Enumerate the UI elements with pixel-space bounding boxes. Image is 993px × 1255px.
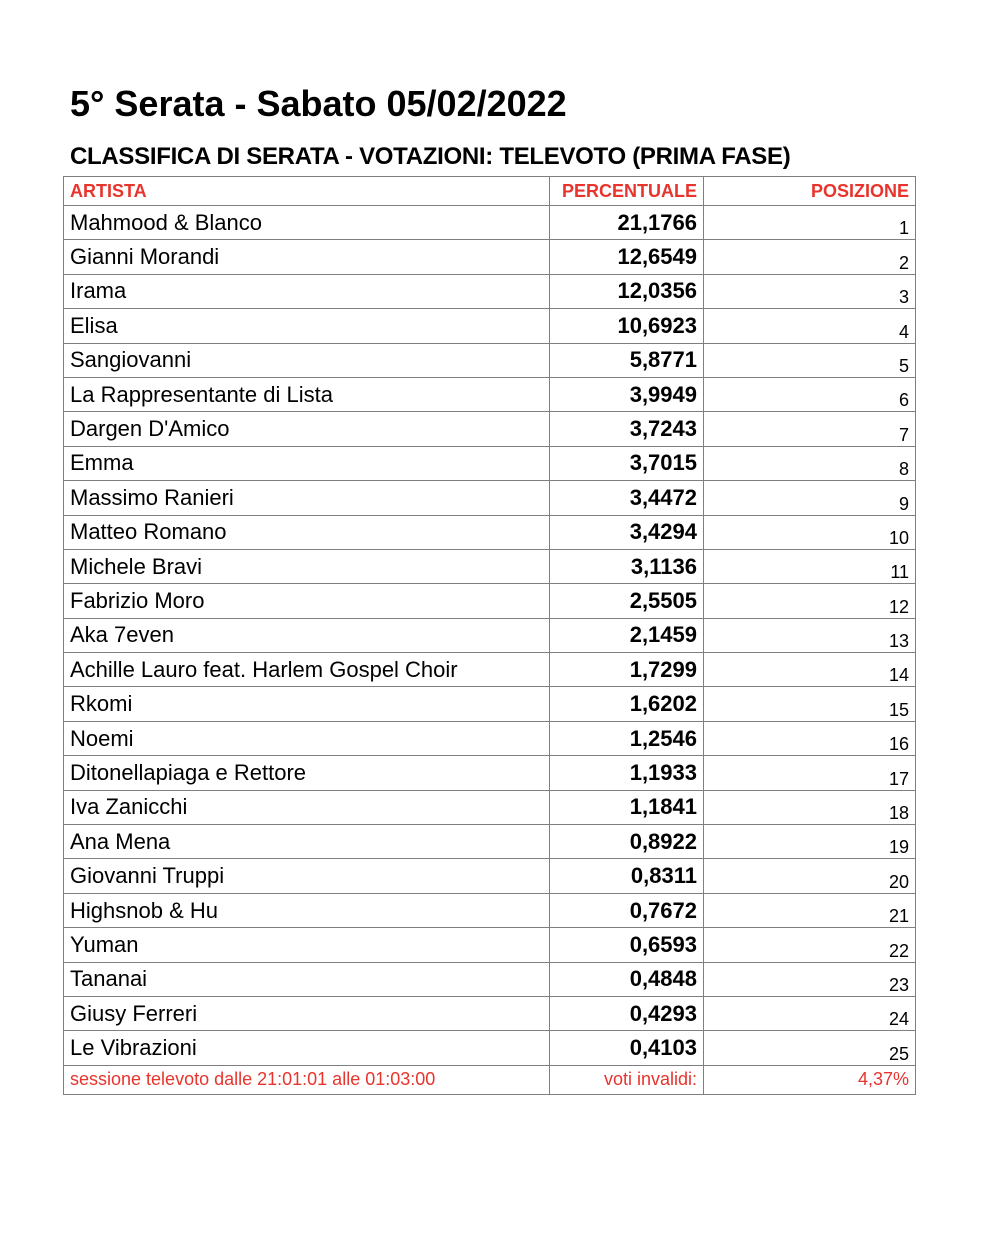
position-cell: 20: [704, 859, 916, 893]
position-cell: 9: [704, 481, 916, 515]
table-row: [64, 549, 916, 583]
percent-cell: 0,4103: [550, 1031, 704, 1065]
artist-cell: Mahmood & Blanco: [64, 206, 550, 240]
table-header-row: [64, 177, 916, 206]
artist-cell: Matteo Romano: [64, 515, 550, 549]
artist-cell: Ditonellapiaga e Rettore: [64, 756, 550, 790]
table-row: [64, 687, 916, 721]
artist-cell: Yuman: [64, 928, 550, 962]
percent-cell: 0,8311: [550, 859, 704, 893]
percent-cell: 3,4472: [550, 481, 704, 515]
position-cell: 17: [704, 756, 916, 790]
table-row: [64, 377, 916, 411]
position-cell: 12: [704, 584, 916, 618]
percent-cell: 3,7015: [550, 446, 704, 480]
table-row: [64, 412, 916, 446]
position-cell: 4: [704, 309, 916, 343]
table-row: [64, 446, 916, 480]
position-cell: 23: [704, 962, 916, 996]
position-cell: 8: [704, 446, 916, 480]
artist-cell: Dargen D'Amico: [64, 412, 550, 446]
table-row: [64, 825, 916, 859]
percent-cell: 1,6202: [550, 687, 704, 721]
position-cell: 15: [704, 687, 916, 721]
table-row: [64, 274, 916, 308]
page-title: 5° Serata - Sabato 05/02/2022: [70, 83, 567, 124]
table-row: [64, 584, 916, 618]
percent-cell: 10,6923: [550, 309, 704, 343]
percent-cell: 1,2546: [550, 721, 704, 755]
table-body: [64, 206, 916, 1066]
position-cell: 6: [704, 377, 916, 411]
percent-cell: 1,1933: [550, 756, 704, 790]
table-row: [64, 343, 916, 377]
artist-cell: Massimo Ranieri: [64, 481, 550, 515]
table-row: [64, 1031, 916, 1065]
table-row: [64, 859, 916, 893]
table-row: [64, 756, 916, 790]
percent-cell: 0,6593: [550, 928, 704, 962]
artist-cell: Gianni Morandi: [64, 240, 550, 274]
table-row: [64, 206, 916, 240]
position-cell: 16: [704, 721, 916, 755]
header-position: POSIZIONE: [704, 177, 916, 206]
percent-cell: 1,7299: [550, 653, 704, 687]
page-subtitle: CLASSIFICA DI SERATA - VOTAZIONI: TELEVOTO (PRIMA FASE): [70, 143, 791, 170]
percent-cell: 0,4848: [550, 962, 704, 996]
artist-cell: Ana Mena: [64, 825, 550, 859]
table-row: [64, 721, 916, 755]
position-cell: 3: [704, 274, 916, 308]
artist-cell: Elisa: [64, 309, 550, 343]
position-cell: 1: [704, 206, 916, 240]
table-row: [64, 962, 916, 996]
table-row: [64, 515, 916, 549]
artist-cell: Le Vibrazioni: [64, 1031, 550, 1065]
artist-cell: Sangiovanni: [64, 343, 550, 377]
header-artist: ARTISTA: [64, 177, 550, 206]
invalid-votes-label: voti invalidi:: [550, 1065, 704, 1094]
percent-cell: 2,1459: [550, 618, 704, 652]
percent-cell: 3,9949: [550, 377, 704, 411]
ranking-table: [63, 176, 916, 1095]
table-row: [64, 996, 916, 1030]
session-note: sessione televoto dalle 21:01:01 alle 01:03:00: [64, 1065, 550, 1094]
invalid-votes-value: 4,37%: [704, 1065, 916, 1094]
artist-cell: Emma: [64, 446, 550, 480]
percent-cell: 5,8771: [550, 343, 704, 377]
percent-cell: 12,6549: [550, 240, 704, 274]
position-cell: 2: [704, 240, 916, 274]
percent-cell: 0,7672: [550, 893, 704, 927]
position-cell: 24: [704, 996, 916, 1030]
table-row: [64, 309, 916, 343]
artist-cell: Fabrizio Moro: [64, 584, 550, 618]
artist-cell: Michele Bravi: [64, 549, 550, 583]
table-footer-row: [64, 1065, 916, 1094]
position-cell: 10: [704, 515, 916, 549]
artist-cell: Achille Lauro feat. Harlem Gospel Choir: [64, 653, 550, 687]
artist-cell: Tananai: [64, 962, 550, 996]
position-cell: 13: [704, 618, 916, 652]
artist-cell: Irama: [64, 274, 550, 308]
position-cell: 18: [704, 790, 916, 824]
percent-cell: 3,1136: [550, 549, 704, 583]
percent-cell: 3,7243: [550, 412, 704, 446]
percent-cell: 2,5505: [550, 584, 704, 618]
position-cell: 7: [704, 412, 916, 446]
artist-cell: Aka 7even: [64, 618, 550, 652]
position-cell: 14: [704, 653, 916, 687]
position-cell: 5: [704, 343, 916, 377]
percent-cell: 3,4294: [550, 515, 704, 549]
table-row: [64, 928, 916, 962]
artist-cell: Giovanni Truppi: [64, 859, 550, 893]
percent-cell: 0,8922: [550, 825, 704, 859]
table-row: [64, 240, 916, 274]
artist-cell: Rkomi: [64, 687, 550, 721]
artist-cell: Highsnob & Hu: [64, 893, 550, 927]
table-row: [64, 790, 916, 824]
artist-cell: Giusy Ferreri: [64, 996, 550, 1030]
artist-cell: Noemi: [64, 721, 550, 755]
table-row: [64, 893, 916, 927]
percent-cell: 0,4293: [550, 996, 704, 1030]
position-cell: 11: [704, 549, 916, 583]
percent-cell: 12,0356: [550, 274, 704, 308]
artist-cell: La Rappresentante di Lista: [64, 377, 550, 411]
table-row: [64, 481, 916, 515]
percent-cell: 21,1766: [550, 206, 704, 240]
table-row: [64, 618, 916, 652]
position-cell: 21: [704, 893, 916, 927]
position-cell: 25: [704, 1031, 916, 1065]
position-cell: 19: [704, 825, 916, 859]
position-cell: 22: [704, 928, 916, 962]
header-percent: PERCENTUALE: [550, 177, 704, 206]
percent-cell: 1,1841: [550, 790, 704, 824]
artist-cell: Iva Zanicchi: [64, 790, 550, 824]
table-row: [64, 653, 916, 687]
